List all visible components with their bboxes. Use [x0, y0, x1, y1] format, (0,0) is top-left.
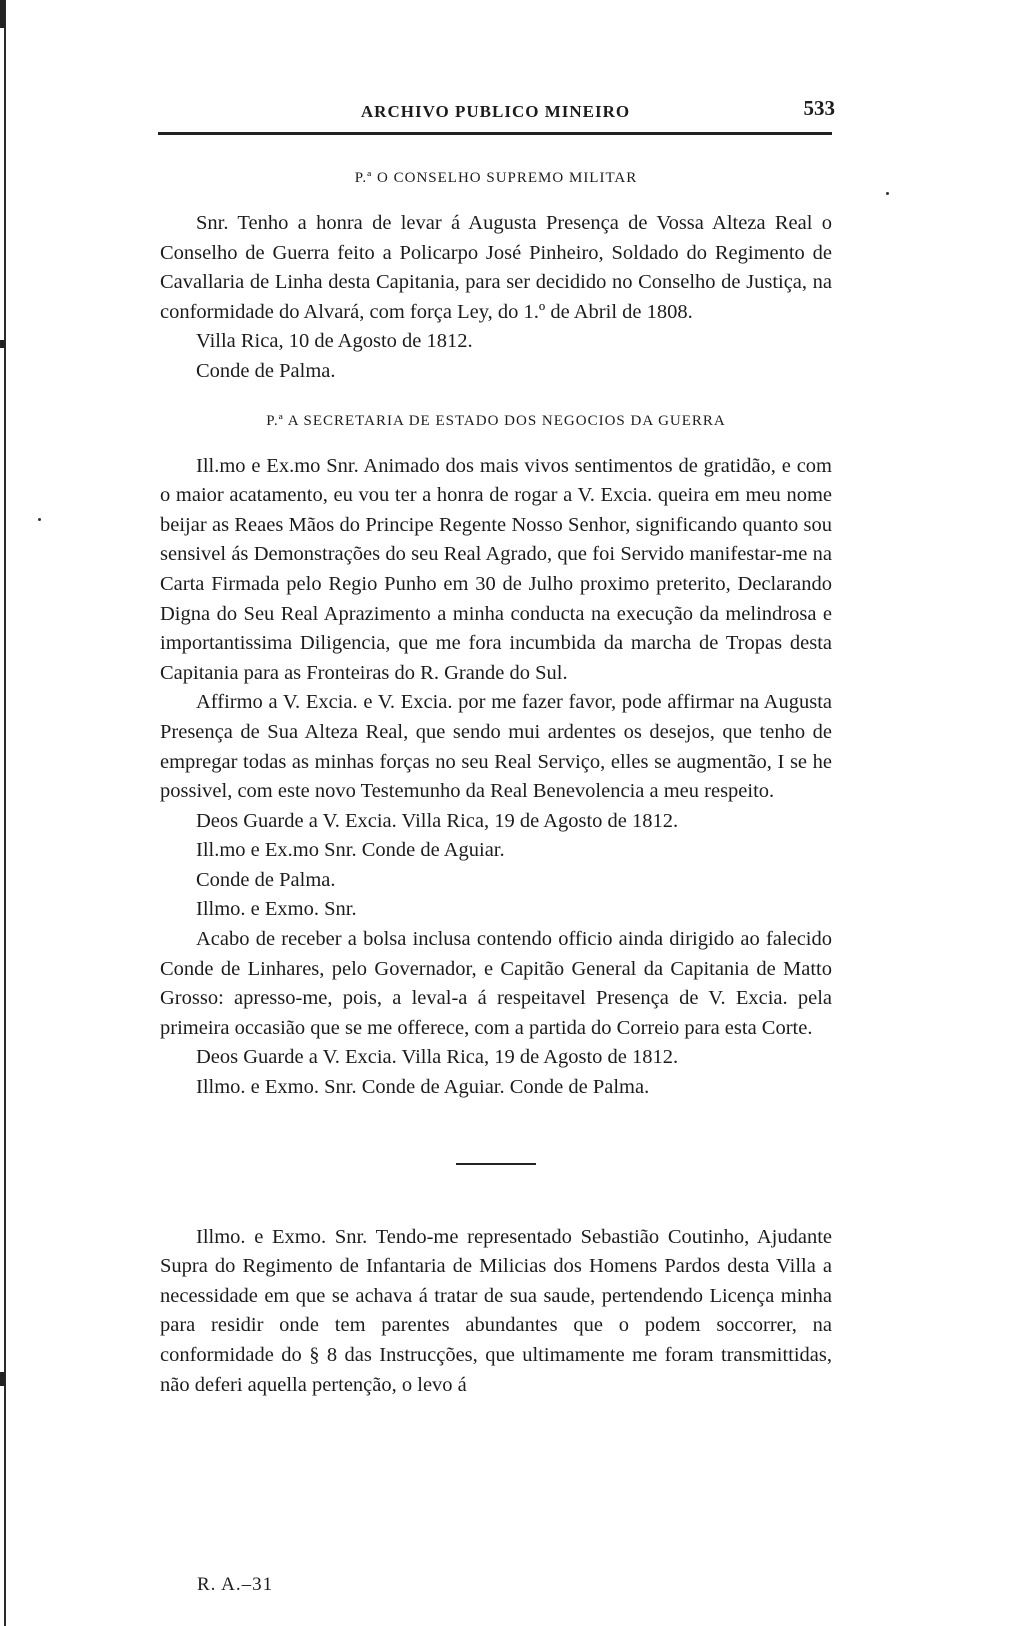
letter-paragraph: Affirmo a V. Excia. e V. Excia. por me fazer favor, pode affirmar na Augusta Presença de Sua Alteza Real, que sendo mui ardentes os desejos, que tenho de empregar todas as minhas forças no seu Real Serviço, elles se augmentão, I se he possivel, com este novo Testemunho da Real Benevolencia a meu respeito.: [160, 691, 832, 803]
letter-paragraph: Ill.mo e Ex.mo Snr. Animado dos mais vivos sentimentos de gratidão, e com o maior acatamento, eu vou ter a honra de rogar a V. Excia. queira em meu nome beijar as Reaes Mãos do Principe Regente Nosso Senhor, significando quanto sou sensivel ás Demonstrações do seu Real Agrado, que foi Servido manifestar-me na Carta Firmada pelo Regio Punho em 30 de Julho proximo preterito, Declarando Digna do Seu Real Aprazimento a minha conducta na execução da melindrosa e importantissima Diligencia, que me fora incumbida da marcha de Tropas desta Capitania para as Fronteiras do R. Grande do Sul.: [160, 454, 832, 684]
print-speck: [886, 192, 889, 195]
letter-paragraph: Illmo. e Exmo. Snr. Tendo-me representado Sebastião Coutinho, Ajudante Supra do Regimento de Infantaria de Milicias dos Homens Pardos desta Villa a necessidade em que se achava á tratar de sua saude, pertendendo Licença minha para residir onde tem parentes abundantes que o podem soccorrer, na conformidade do § 8 das Instrucções, que ultimamente me foram transmittidas, não deferi aquella pertenção, o levo á: [160, 1225, 832, 1396]
letter-closing: Deos Guarde a V. Excia. Villa Rica, 19 de Agosto de 1812.: [196, 809, 679, 832]
letter-heading: P.ª O CONSELHO SUPREMO MILITAR: [354, 170, 638, 186]
letter-date-line: Villa Rica, 10 de Agosto de 1812.: [196, 330, 473, 353]
letter-paragraph: Acabo de receber a bolsa inclusa contendo officio ainda dirigido ao falecido Conde de Linhares, pelo Governador, e Capitão General da Capitania de Matto Grosso: apresso-me, pois, a leval-a á respeitavel Presença de V. Excia. pela primeira occasião que se me offerece, com a partida do Correio para esta Corte.: [160, 928, 832, 1039]
page-number: 533: [803, 96, 835, 120]
page-body: [160, 170, 832, 1400]
running-title: ARCHIVO PUBLICO MINEIRO: [360, 102, 631, 121]
letter-signature: Conde de Palma.: [196, 868, 336, 891]
print-speck: [38, 518, 41, 521]
header-rule: [158, 132, 832, 135]
binding-mark: [0, 1372, 5, 1386]
signature-mark: R. A.–31: [197, 1574, 274, 1595]
letter-signature: Conde de Palma.: [196, 359, 336, 382]
letter-closing: Illmo. e Exmo. Snr. Conde de Aguiar. Conde de Palma.: [196, 1076, 650, 1099]
binding-mark: [0, 340, 5, 348]
page-header: [160, 96, 835, 136]
section-separator: [456, 1163, 536, 1165]
letter-closing: Illmo. e Exmo. Snr.: [196, 898, 357, 921]
letter-heading: P.ª A SECRETARIA DE ESTADO DOS NEGOCIOS DA GUERRA: [266, 412, 726, 429]
letter-closing: Ill.mo e Ex.mo Snr. Conde de Aguiar.: [196, 839, 505, 862]
letter-closing: Deos Guarde a V. Excia. Villa Rica, 19 de Agosto de 1812.: [196, 1046, 679, 1069]
letter-paragraph: Snr. Tenho a honra de levar á Augusta Presença de Vossa Alteza Real o Conselho de Guerra feito a Policarpo José Pinheiro, Soldado do Regimento de Cavallaria de Linha desta Capitania, para ser decidido no Conselho de Justiça, na conformidade do Alvará, com força Ley, do 1.º de Abril de 1808.: [160, 212, 832, 323]
binding-mark: [0, 0, 5, 28]
